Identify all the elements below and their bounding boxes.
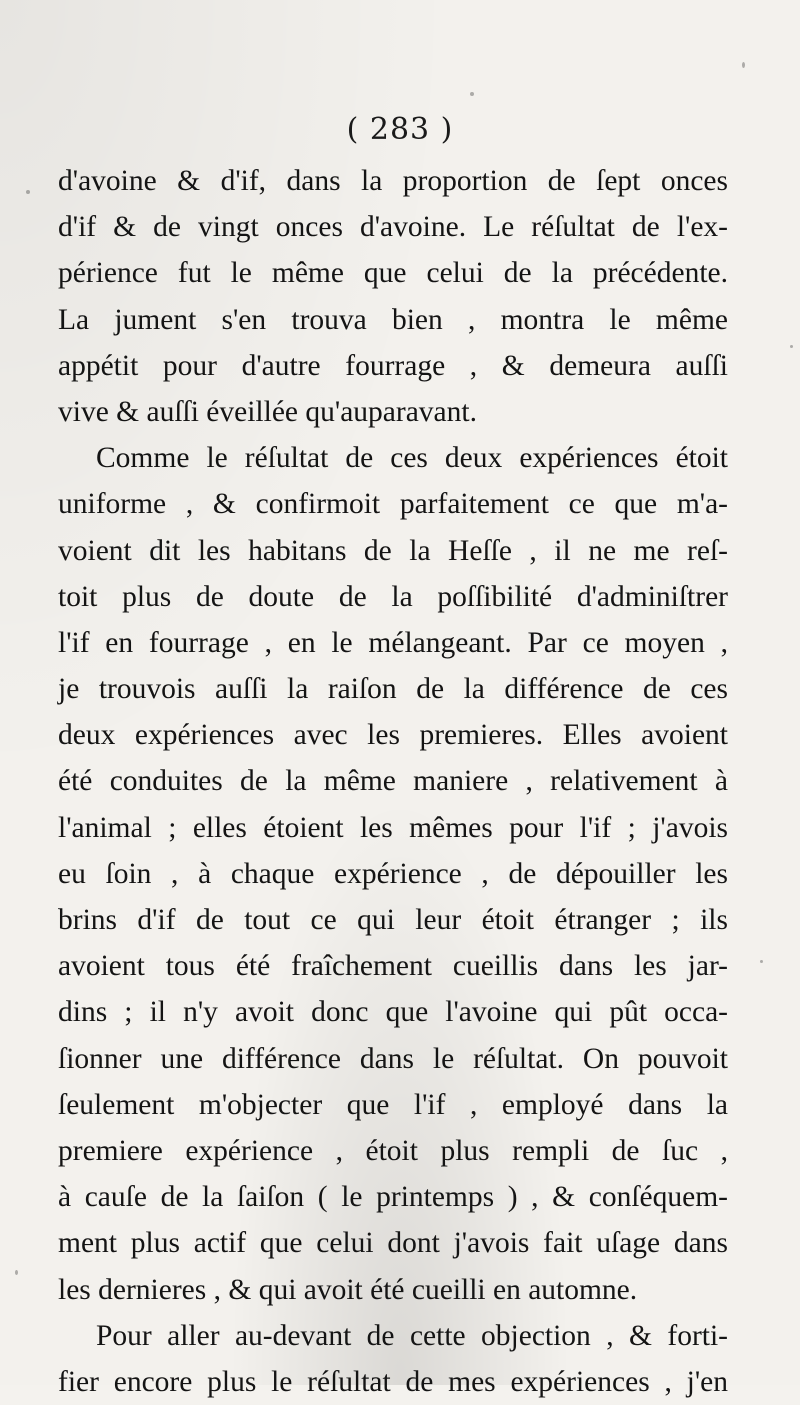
body-text [58,158,728,1405]
text-line: d'if & de vingt onces d'avoine. Le réſultat de l'ex- [58,211,728,244]
text-line: l'animal ; elles étoient les mêmes pour l'if ; j'avois [58,811,728,844]
text-line: dins ; il n'y avoit donc que l'avoine qui pût occa- [58,996,728,1029]
text-line: ment plus actif que celui dont j'avois fait uſage dans [58,1227,728,1260]
text-line: toit plus de doute de la poſſibilité d'adminiſtrer [58,580,728,613]
text-line: périence fut le même que celui de la précédente. [58,257,728,290]
text-line: les dernieres , & qui avoit été cueilli en automne. [58,1273,638,1306]
text-line: l'if en fourrage , en le mélangeant. Par ce moyen , [58,626,728,659]
text-line: fier encore plus le réſultat de mes expériences , j'en [58,1365,728,1398]
text-line: brins d'if de tout ce qui leur étoit étranger ; ils [58,904,728,936]
text-line: d'avoine & d'if, dans la proportion de ſept onces [58,165,728,197]
text-line: je trouvois auſſi la raiſon de la différence de ces [58,673,728,706]
page-number: ( 283 ) [346,112,454,147]
text-line: ſeulement m'objecter que l'if , employé dans la [58,1088,728,1121]
text-line: premiere expérience , étoit plus rempli de ſuc , [58,1134,728,1167]
text-line: deux expériences avec les premieres. Elles avoient [58,719,728,752]
text-line: été conduites de la même maniere , relativement à [58,765,728,798]
text-line: ſionner une différence dans le réſultat. On pouvoit [58,1042,728,1075]
text-line: Pour aller au-devant de cette objection , & forti- [96,1319,728,1352]
text-line: voient dit les habitans de la Heſſe , il ne me reſ- [58,534,728,567]
text-line: avoient tous été fraîchement cueillis dans les jar- [58,950,728,983]
text-line: vive & auſſi éveillée qu'auparavant. [58,395,477,428]
text-line: eu ſoin , à chaque expérience , de dépouiller les [58,857,728,890]
text-line: appétit pour d'autre fourrage , & demeura auſſi [58,349,728,382]
text-line: à cauſe de la ſaiſon ( le printemps ) , & conſéquem- [58,1181,728,1214]
text-line: La jument s'en trouva bien , montra le même [58,303,728,336]
text-line: uniforme , & confirmoit parfaitement ce que m'a- [58,488,728,521]
text-line: Comme le réſultat de ces deux expériences étoit [96,442,728,475]
